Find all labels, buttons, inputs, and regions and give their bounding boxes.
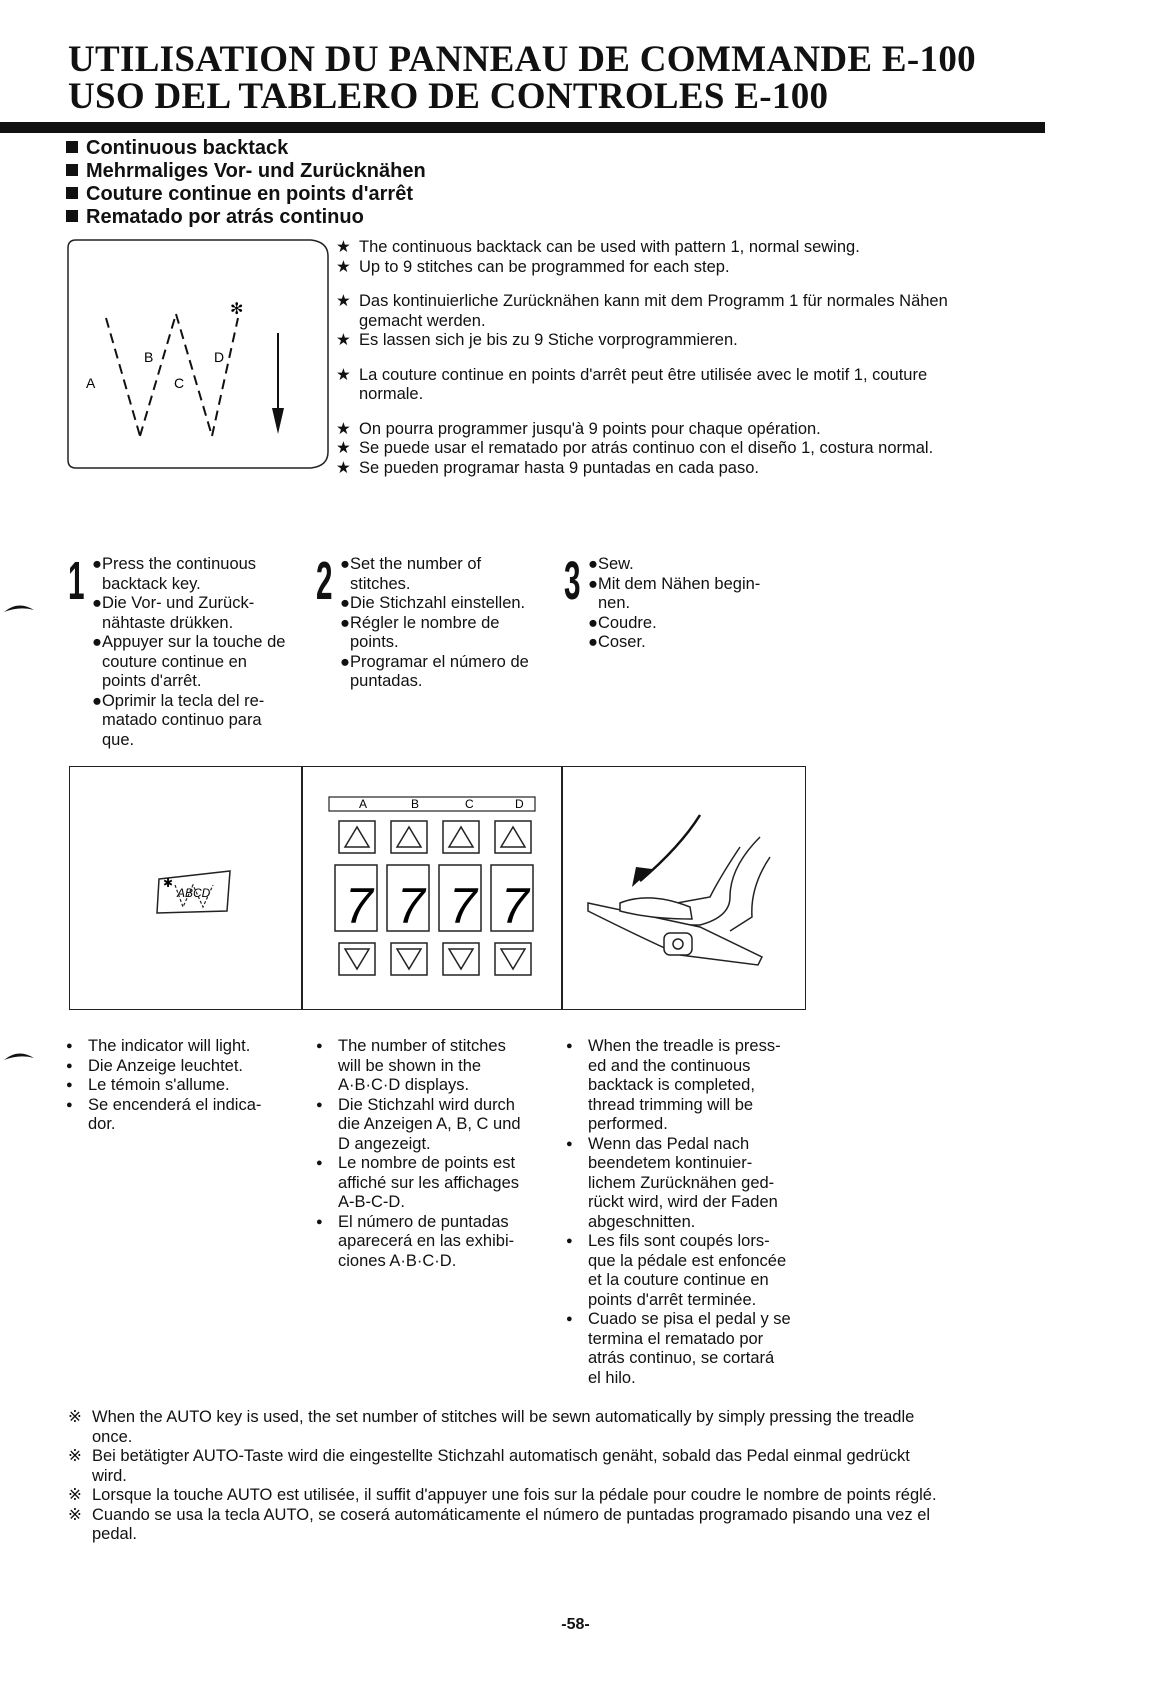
display-digit-a: 7 [345,878,373,934]
up-key-d[interactable] [495,821,531,853]
panel-divider [561,767,563,1009]
down-key-a[interactable] [339,943,375,975]
heading-es: Rematado por atrás continuo [66,205,364,229]
reference-mark-icon: ※ [68,1408,82,1426]
diagram-label-a: A [86,375,96,391]
display-label-a: A [359,797,368,811]
step-number-1: 1 [68,551,85,611]
notes-block: ★ The continuous backtack can be used with pattern 1, normal sewing. ★ Up to 9 stitches can be programmed for each step. ★ Das kontinuierliche Zurücknähen kann mit dem Programm 1 für normales Nähen gemacht werden. ★ Es lassen sich je bis zu 9 Stiche vorprogrammieren. ★ La couture continue en points d'arrêt peut être utilisée avec le motif 1, couture normale. ★ On pourra programmer jusqu'à 9 points pour chaque opération. ★ Se puede usar el rematado por atrás continuo con el diseño 1, costura normal. ★ Se pueden programar hasta 9 puntadas en cada paso. [336,238,948,477]
up-key-a[interactable] [339,821,375,853]
auto-key-footnotes: ※ When the AUTO key is used, the set number of stitches will be sewn automatically by simply pressing the treadle once. ※ Bei betätigter AUTO-Taste wird die eingestellte Stichzahl automatisch genäht, sobald das Pedal einmal gedrückt wird. ※ Lorsque la touche AUTO est utilisée, il suffit d'appuyer une fois sur la pédale pour coudre le nombre de points réglé. ※ Cuando se usa la tecla AUTO, se coserá automáticamente el número de puntadas programado pisando una vez el pedal. [68,1408,937,1543]
up-key-b[interactable] [391,821,427,853]
square-bullet-icon [66,210,78,222]
step-1-text: ●Press the continuous backtack key. ●Die Vor- und Zurück- nähtaste drükken. ●Appuyer sur la touche de couture continue en points d'arrêt. ●Oprimir la tecla del re- matado continuo para que. [92,555,286,749]
heading-de: Mehrmaliges Vor- und Zurücknähen [66,159,426,183]
panel-divider [301,767,303,1009]
stitch-diagram [66,238,336,470]
page-title-es: USO DEL TABLERO DE CONTROLES E-100 [68,76,829,117]
display-digit-d: 7 [501,878,529,934]
reference-mark-icon: ※ [68,1486,82,1504]
step-3-text: ●Sew. ●Mit dem Nähen begin- nen. ●Coudre. ●Coser. [588,555,761,651]
continuous-backtack-key[interactable] [155,867,235,917]
square-bullet-icon [66,187,78,199]
treadle-pedal-icon [580,807,790,977]
step-number-3: 3 [564,551,581,611]
result-col-1: ● The indicator will light. ● Die Anzeige leuchtet. ● Le témoin s'allume. ● Se encenderá el indica- dor. [66,1037,296,1135]
display-label-b: B [411,797,420,811]
title-rule [0,122,1045,133]
display-digit-c: 7 [449,878,477,934]
square-bullet-icon [66,141,78,153]
margin-mark-icon [0,1046,40,1064]
reference-mark-icon: ※ [68,1505,82,1524]
display-label-c: C [465,797,474,811]
result-col-2: ● The number of stitches will be shown in the A·B·C·D displays. ● Die Stichzahl wird durch die Anzeigen A, B, C und D angezeigt. ● Le nombre de points est affiché sur les affichages A-B-C-D. ● El número de puntadas aparecerá en las exhibi- ciones A·B·C·D. [316,1037,556,1271]
key-label: ABCD [177,886,211,900]
heading-en: Continuous backtack [66,136,288,160]
diagram-marker: ✻ [230,301,244,318]
margin-mark-icon [0,598,40,616]
display-digit-b: 7 [397,878,425,934]
page-title-fr: UTILISATION DU PANNEAU DE COMMANDE E-100 [68,39,976,80]
step-number-2: 2 [316,551,333,611]
down-key-d[interactable] [495,943,531,975]
stitch-count-displays [325,793,545,999]
down-key-b[interactable] [391,943,427,975]
illustration-panel [69,766,806,1010]
up-key-c[interactable] [443,821,479,853]
key-star-icon: ✱ [163,876,174,890]
step-2-text: ●Set the number of stitches. ●Die Stichzahl einstellen. ●Régler le nombre de points. ●Programar el número de puntadas. [340,555,529,690]
page-number: -58- [561,1616,590,1633]
heading-fr: Couture continue en points d'arrêt [66,182,413,206]
diagram-label-b: B [144,349,154,365]
display-label-d: D [515,797,524,811]
result-col-3: ● When the treadle is press- ed and the continuous backtack is completed, thread trimming will be performed. ● Wenn das Pedal nach beendetem kontinuier- lichem Zurücknähen ged- rückt wird, wird der Faden abgeschnitten. ● Les fils sont coupés lors- que la pédale est enfoncée et la couture continue en points d'arrêt terminée. ● Cuado se pisa el pedal y se termina el rematado por atrás continuo, se cortará el hilo. [566,1037,816,1388]
square-bullet-icon [66,164,78,176]
diagram-label-d: D [214,349,225,365]
diagram-label-c: C [174,375,185,391]
reference-mark-icon: ※ [68,1447,82,1465]
down-key-c[interactable] [443,943,479,975]
